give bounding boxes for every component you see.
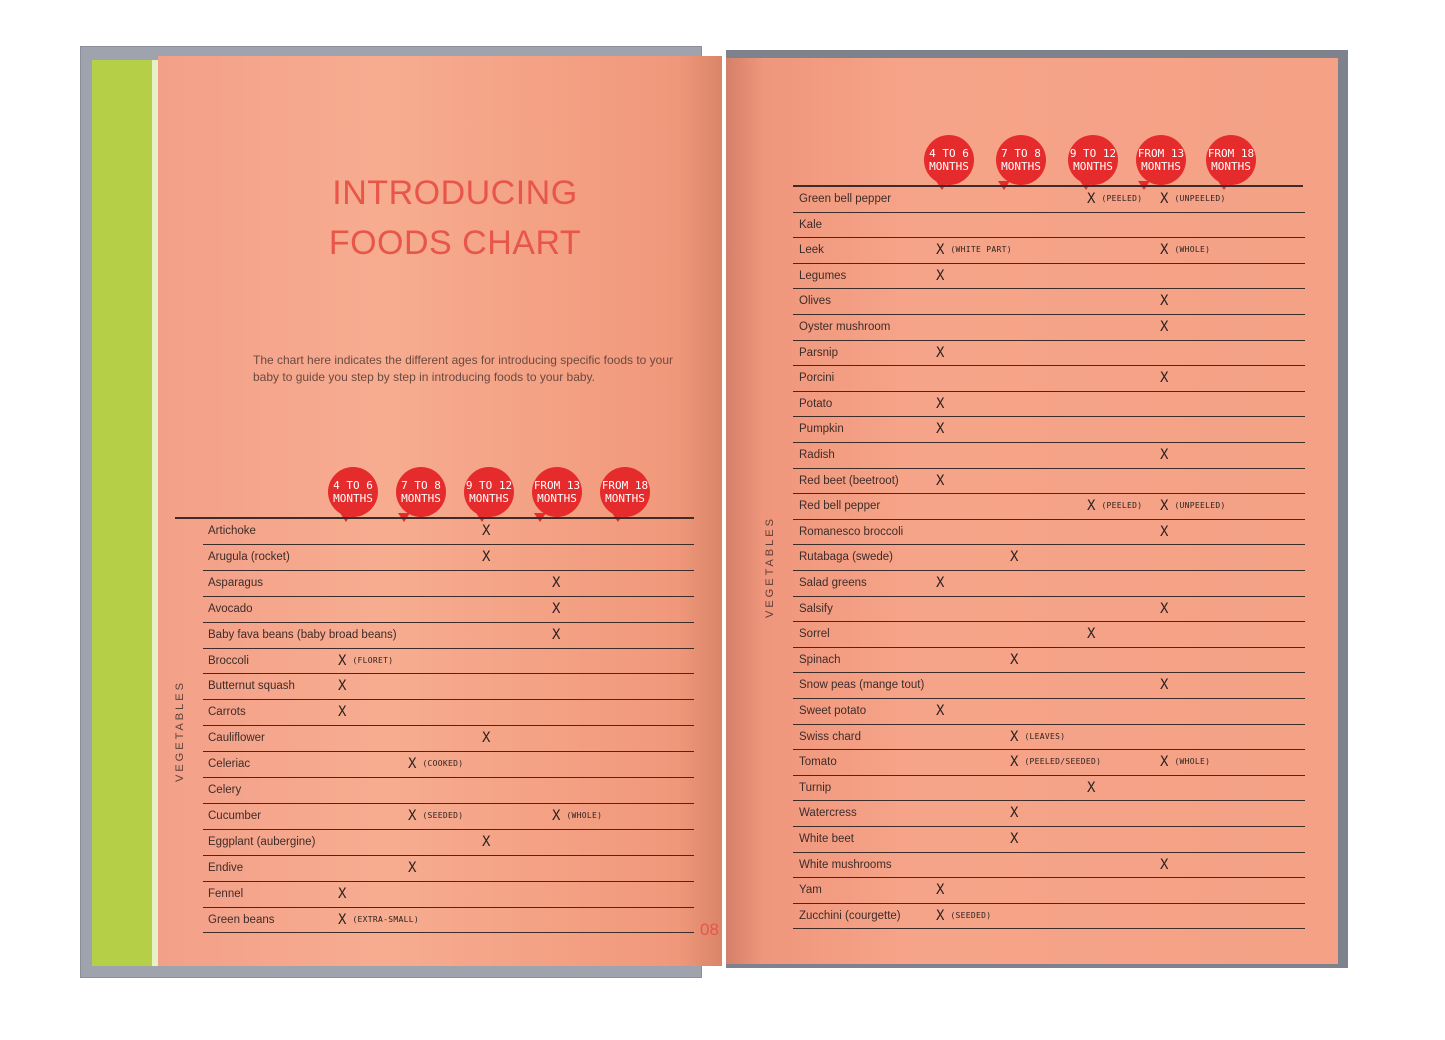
mark-x: X xyxy=(1010,831,1019,847)
age-badge-range: FROM 13 xyxy=(533,479,581,492)
mark-x: X xyxy=(1010,754,1019,771)
food-label: Salsify xyxy=(799,602,833,615)
food-age-mark xyxy=(1160,754,1210,770)
food-label: Cucumber xyxy=(208,809,262,822)
food-label: Porcini xyxy=(799,372,835,385)
food-label: Pumpkin xyxy=(799,423,844,436)
food-age-mark xyxy=(936,703,944,719)
food-label: Watercress xyxy=(799,807,857,820)
food-age-mark xyxy=(1087,626,1095,642)
food-label: Celeriac xyxy=(208,758,251,771)
mark-x: X xyxy=(1010,549,1019,566)
food-age-mark xyxy=(936,345,944,361)
age-badge-unit: MONTHS xyxy=(1141,160,1181,173)
age-badge-range: 9 TO 12 xyxy=(1069,147,1117,160)
mark-note: (WHOLE) xyxy=(1174,757,1211,767)
age-badge-range: 9 TO 12 xyxy=(465,479,513,492)
mark-x: X xyxy=(552,574,561,591)
food-age-mark xyxy=(1160,857,1168,873)
mark-x: X xyxy=(1160,677,1169,694)
table-row-rule xyxy=(793,826,1305,827)
age-badge-4 xyxy=(532,467,582,517)
food-age-mark xyxy=(936,882,944,898)
food-age-mark xyxy=(1010,805,1018,821)
mark-x: X xyxy=(1160,447,1169,463)
table-row-rule xyxy=(793,800,1305,801)
age-badge-unit: MONTHS xyxy=(401,492,441,505)
food-label: Baby fava beans (baby broad beans) xyxy=(208,628,397,641)
food-label: Artichoke xyxy=(208,525,256,537)
mark-note: (PEELED) xyxy=(1101,194,1143,203)
title-line-2: FOODS CHART xyxy=(328,224,582,262)
table-row-rule xyxy=(203,907,694,908)
mark-x: X xyxy=(1160,370,1169,387)
food-label: Arugula (rocket) xyxy=(208,550,290,563)
mark-x: X xyxy=(1087,191,1096,207)
mark-x: X xyxy=(482,523,491,539)
table-row-rule xyxy=(203,725,694,726)
food-age-mark xyxy=(936,473,944,489)
mark-note: (PEELED) xyxy=(1101,501,1143,511)
age-badge-3 xyxy=(1068,135,1118,185)
food-age-mark xyxy=(338,912,419,928)
food-age-mark xyxy=(936,575,944,591)
food-age-mark xyxy=(936,242,1012,258)
food-label: Butternut squash xyxy=(208,680,295,693)
mark-x: X xyxy=(482,548,491,565)
right-section-label: VEGETABLES xyxy=(764,516,776,618)
age-badge-range: FROM 18 xyxy=(601,479,649,492)
mark-x: X xyxy=(936,242,945,259)
food-age-mark xyxy=(1160,370,1168,386)
food-age-mark xyxy=(1160,319,1168,335)
age-badge-2 xyxy=(396,467,446,517)
food-age-mark xyxy=(482,834,490,850)
table-row-rule xyxy=(793,340,1305,341)
title-line-1: INTRODUCING xyxy=(332,174,578,212)
mark-x: X xyxy=(936,421,945,438)
left-section-label: VEGETABLES xyxy=(174,680,186,782)
mark-x: X xyxy=(936,907,945,924)
food-label: Olives xyxy=(799,295,831,308)
table-row-rule xyxy=(793,519,1305,520)
food-age-mark xyxy=(1160,601,1168,617)
green-page-strip xyxy=(92,60,154,966)
age-badge-unit: MONTHS xyxy=(929,160,969,173)
mark-x: X xyxy=(1010,805,1019,822)
age-badge-unit: MONTHS xyxy=(537,492,577,505)
food-label: Red bell pepper xyxy=(799,500,881,513)
mark-x: X xyxy=(1160,498,1169,515)
food-age-mark xyxy=(552,601,560,617)
food-label: Legumes xyxy=(799,269,847,282)
mark-x: X xyxy=(338,911,347,928)
food-label: Asparagus xyxy=(208,576,263,589)
food-label: Celery xyxy=(208,784,242,796)
table-row-rule xyxy=(793,237,1305,238)
food-label: Green bell pepper xyxy=(799,193,892,205)
food-age-mark xyxy=(1087,780,1095,796)
mark-note: (UNPEELED) xyxy=(1174,194,1226,203)
food-age-mark xyxy=(1160,447,1168,463)
table-row-rule xyxy=(203,932,694,933)
mark-x: X xyxy=(936,472,945,489)
table-row-rule xyxy=(793,493,1305,494)
age-badge-range: 7 TO 8 xyxy=(401,479,441,492)
table-row-rule xyxy=(203,699,694,700)
table-row-rule xyxy=(793,596,1305,597)
food-age-mark xyxy=(936,908,991,924)
food-age-mark xyxy=(1010,652,1018,668)
food-label: Fennel xyxy=(208,887,244,900)
mark-x: X xyxy=(1010,651,1019,668)
food-label: Radish xyxy=(799,449,835,461)
table-row-rule xyxy=(793,442,1305,443)
table-row-rule xyxy=(203,673,694,674)
table-row-rule xyxy=(793,647,1305,648)
table-row-rule xyxy=(793,852,1305,853)
left-chart-top-rule xyxy=(175,517,694,519)
page-title xyxy=(300,168,610,268)
food-age-mark xyxy=(1087,191,1142,207)
food-label: Snow peas (mange tout) xyxy=(799,679,925,692)
mark-x: X xyxy=(1087,626,1096,643)
age-badge-range: 4 TO 6 xyxy=(929,147,969,160)
mark-note: (LEAVES) xyxy=(1024,731,1066,741)
mark-x: X xyxy=(936,395,945,412)
mark-note: (SEEDED) xyxy=(950,910,992,920)
food-age-mark xyxy=(338,678,346,694)
mark-x: X xyxy=(1160,293,1169,310)
table-row-rule xyxy=(793,749,1305,750)
age-badge-unit: MONTHS xyxy=(1073,160,1113,173)
table-row-rule xyxy=(793,365,1305,366)
food-age-mark xyxy=(1160,293,1168,309)
age-badge-3 xyxy=(464,467,514,517)
table-row-rule xyxy=(203,544,694,545)
food-age-mark xyxy=(482,730,490,746)
food-age-mark xyxy=(1160,242,1210,258)
food-age-mark xyxy=(1160,191,1226,207)
food-label: Spinach xyxy=(799,653,841,666)
mark-note: (WHITE PART) xyxy=(950,245,1012,255)
food-label: Rutabaga (swede) xyxy=(799,551,893,564)
mark-x: X xyxy=(552,807,561,824)
food-label: Sweet potato xyxy=(799,705,867,717)
mark-x: X xyxy=(338,678,347,695)
mark-x: X xyxy=(1087,498,1096,515)
food-label: Romanesco broccoli xyxy=(799,525,904,538)
food-age-mark xyxy=(936,421,944,437)
mark-x: X xyxy=(482,730,491,747)
table-row-rule xyxy=(793,698,1305,699)
food-age-mark xyxy=(408,860,416,876)
food-label: Parsnip xyxy=(799,346,838,359)
mark-note: (COOKED) xyxy=(422,759,464,769)
table-row-rule xyxy=(793,263,1305,264)
food-age-mark xyxy=(338,653,393,669)
table-row-rule xyxy=(203,829,694,830)
food-label: Potato xyxy=(799,397,833,410)
mark-x: X xyxy=(1160,319,1169,335)
table-row-rule xyxy=(793,416,1305,417)
food-age-mark xyxy=(552,575,560,591)
mark-x: X xyxy=(936,344,945,361)
table-row-rule xyxy=(793,212,1305,213)
mark-x: X xyxy=(338,704,347,721)
table-row-rule xyxy=(793,621,1305,622)
mark-x: X xyxy=(1160,856,1169,873)
food-age-mark xyxy=(936,268,944,284)
food-age-mark xyxy=(482,523,490,539)
table-row-rule xyxy=(793,570,1305,571)
age-badge-1 xyxy=(328,467,378,517)
food-label: Leek xyxy=(799,244,824,257)
food-label: Broccoli xyxy=(208,654,249,667)
table-row-rule xyxy=(793,314,1305,315)
mark-x: X xyxy=(1160,242,1169,259)
table-row-rule xyxy=(793,877,1305,878)
table-row-rule xyxy=(203,622,694,623)
mark-x: X xyxy=(1160,600,1169,617)
mark-note: (PEELED/SEEDED) xyxy=(1024,757,1102,767)
food-age-mark xyxy=(552,808,602,824)
food-age-mark xyxy=(1010,729,1065,745)
table-row-rule xyxy=(203,596,694,597)
food-age-mark xyxy=(338,886,346,902)
food-label: White beet xyxy=(799,833,854,845)
table-row-rule xyxy=(793,468,1305,469)
food-label: Cauliflower xyxy=(208,732,265,745)
food-age-mark xyxy=(1010,754,1101,770)
age-badge-2 xyxy=(996,135,1046,185)
table-row-rule xyxy=(793,391,1305,392)
food-label: Yam xyxy=(799,884,822,897)
table-row-rule xyxy=(203,881,694,882)
food-label: Sorrel xyxy=(799,628,830,641)
food-age-mark xyxy=(1160,498,1226,514)
mark-x: X xyxy=(338,885,347,902)
food-age-mark xyxy=(552,627,560,643)
mark-x: X xyxy=(408,756,417,773)
food-label: Endive xyxy=(208,861,244,874)
food-age-mark xyxy=(1087,498,1142,514)
mark-note: (WHOLE) xyxy=(566,810,603,820)
food-label: Zucchini (courgette) xyxy=(799,909,901,922)
table-row-rule xyxy=(203,751,694,752)
food-label: Kale xyxy=(799,218,823,231)
mark-x: X xyxy=(936,575,945,591)
food-label: Red beet (beetroot) xyxy=(799,474,899,487)
age-badge-4 xyxy=(1136,135,1186,185)
mark-x: X xyxy=(1087,779,1096,796)
mark-x: X xyxy=(1160,523,1169,540)
table-row-rule xyxy=(793,928,1305,929)
food-age-mark xyxy=(338,704,346,720)
food-age-mark xyxy=(408,808,463,824)
table-row-rule xyxy=(203,803,694,804)
age-badge-5 xyxy=(600,467,650,517)
mark-x: X xyxy=(936,267,945,284)
table-row-rule xyxy=(793,903,1305,904)
mark-x: X xyxy=(482,833,491,850)
age-badge-range: FROM 18 xyxy=(1207,147,1255,160)
mark-x: X xyxy=(338,652,347,669)
food-age-mark xyxy=(1010,831,1018,847)
age-badge-range: FROM 13 xyxy=(1137,147,1185,160)
age-badge-5 xyxy=(1206,135,1256,185)
mark-x: X xyxy=(1010,728,1019,745)
mark-note: (EXTRA-SMALL) xyxy=(352,914,419,924)
food-label: Turnip xyxy=(799,781,832,794)
food-label: Avocado xyxy=(208,602,253,615)
mark-x: X xyxy=(1160,754,1169,771)
food-age-mark xyxy=(936,396,944,412)
age-badge-range: 4 TO 6 xyxy=(333,479,373,492)
mark-x: X xyxy=(408,859,417,876)
table-row-rule xyxy=(793,672,1305,673)
food-label: Green beans xyxy=(208,913,275,926)
food-age-mark xyxy=(408,756,463,772)
table-row-rule xyxy=(793,544,1305,545)
table-row-rule xyxy=(793,724,1305,725)
table-row-rule xyxy=(203,648,694,649)
food-label: Oyster mushroom xyxy=(799,321,891,333)
food-label: White mushrooms xyxy=(799,858,892,871)
page-number: 08 xyxy=(700,920,719,939)
mark-note: (UNPEELED) xyxy=(1174,501,1226,511)
age-badge-unit: MONTHS xyxy=(1001,160,1041,173)
mark-note: (WHOLE) xyxy=(1174,245,1211,255)
table-row-rule xyxy=(793,775,1305,776)
food-age-mark xyxy=(1010,549,1018,565)
mark-x: X xyxy=(552,626,561,643)
mark-note: (FLORET) xyxy=(352,655,394,665)
food-label: Salad greens xyxy=(799,577,867,589)
food-label: Tomato xyxy=(799,756,837,769)
mark-x: X xyxy=(1160,191,1169,207)
food-age-mark xyxy=(482,549,490,565)
table-row-rule xyxy=(793,288,1305,289)
table-row-rule xyxy=(203,570,694,571)
table-row-rule xyxy=(203,855,694,856)
food-label: Carrots xyxy=(208,706,246,719)
mark-x: X xyxy=(936,703,945,719)
age-badge-unit: MONTHS xyxy=(605,492,645,505)
age-badge-unit: MONTHS xyxy=(1211,160,1251,173)
right-chart-top-rule xyxy=(793,185,1303,187)
mark-x: X xyxy=(936,882,945,899)
mark-note: (SEEDED) xyxy=(422,810,464,820)
mark-x: X xyxy=(552,600,561,617)
intro-text: The chart here indicates the different ages for introducing specific foods to your baby to guide you step by step in introducing foods to your baby. xyxy=(253,353,674,384)
food-age-mark xyxy=(1160,524,1168,540)
mark-x: X xyxy=(408,807,417,824)
age-badge-unit: MONTHS xyxy=(469,492,509,505)
age-badge-unit: MONTHS xyxy=(333,492,373,505)
food-age-mark xyxy=(1160,677,1168,693)
food-label: Swiss chard xyxy=(799,730,861,743)
table-row-rule xyxy=(203,777,694,778)
food-label: Eggplant (aubergine) xyxy=(208,835,316,848)
age-badge-1 xyxy=(924,135,974,185)
age-badge-range: 7 TO 8 xyxy=(1001,147,1041,160)
